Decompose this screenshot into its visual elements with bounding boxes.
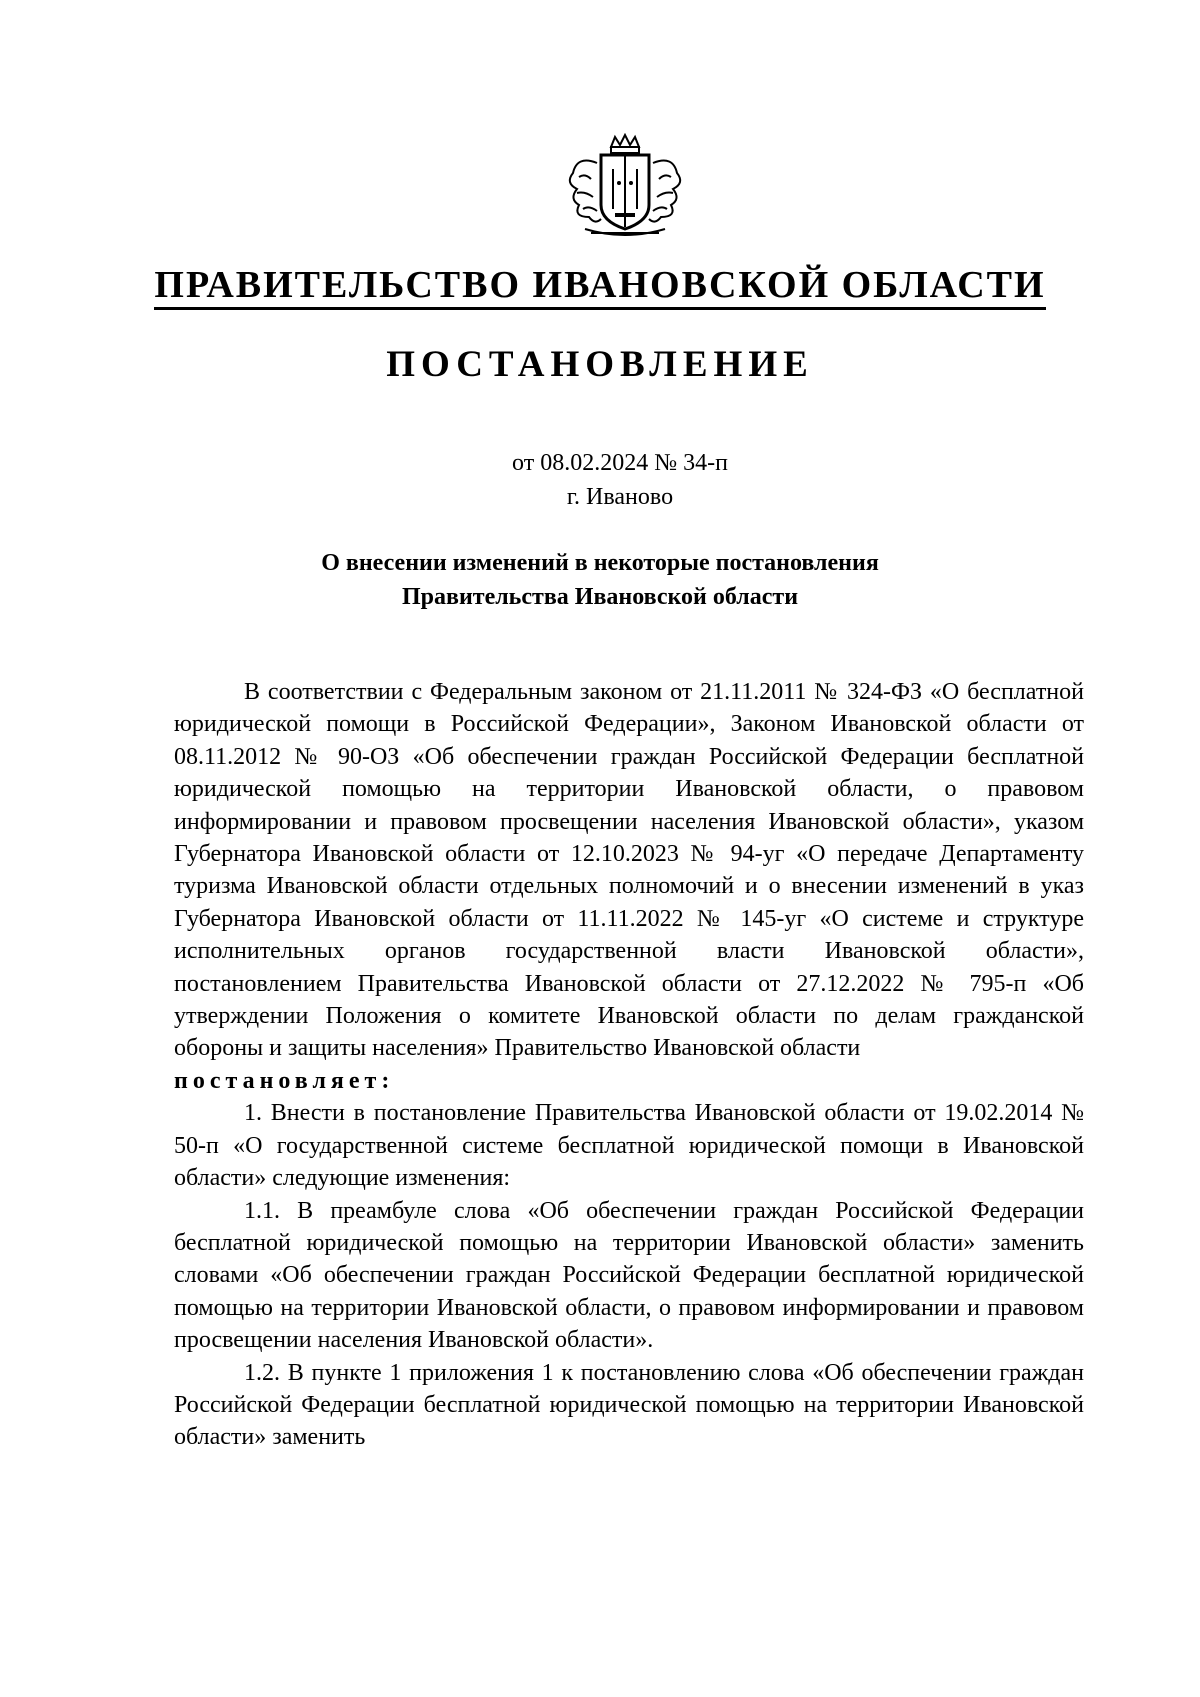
city: г. Иваново <box>566 484 674 510</box>
coat-of-arms-icon <box>555 133 695 241</box>
subject-line-2: Правительства Ивановской области <box>401 584 799 610</box>
item-1-1-paragraph: 1.1. В преамбуле слова «Об обеспечении граждан Российской Федерации бесплатной юридической помощью на территории Ивановской области» заменить словами «Об обеспечении граждан Российской Федерации бесплатной юридической помощью на территории Ивановской области, о правовом информировании и правовом просвещении населения Ивановской области». <box>174 1197 1084 1354</box>
item-1-paragraph: 1. Внести в постановление Правительства Ивановской области от 19.02.2014 № 50-п «О государственной системе бесплатной юридической помощи в Ивановской области» следующие изменения: <box>174 1100 1084 1192</box>
document-subject <box>0 546 1200 614</box>
document-type: ПОСТАНОВЛЕНИЕ <box>386 344 814 385</box>
subject-line-1: О внесении изменений в некоторые постановления <box>321 550 879 576</box>
resolves-line <box>174 1065 1084 1097</box>
date-number: от 08.02.2024 № 34-п <box>512 450 728 476</box>
document-body <box>174 676 1084 1454</box>
item-1-2-paragraph: 1.2. В пункте 1 приложения 1 к постановлению слова «Об обеспечении граждан Российской Федерации бесплатной юридической помощью на территории Ивановской области» заменить <box>174 1359 1084 1451</box>
resolves-word: постановляет: <box>174 1067 395 1094</box>
preamble-paragraph: В соответствии с Федеральным законом от 21.11.2011 № 324-ФЗ «О бесплатной юридической помощи в Российской Федерации», Законом Ивановской области от 08.11.2012 № 90-ОЗ «Об обеспечении граждан Российской Федерации бесплатной юридической помощью на территории Ивановской области, о правовом информировании и правовом просвещении населения Ивановской области», указом Губернатора Ивановской области от 12.10.2023 № 94-уг «О передаче Департаменту туризма Ивановской области отдельных полномочий и о внесении изменений в указ Губернатора Ивановской области от 11.11.2022 № 145-уг «О системе и структуре исполнительных органов государственной власти Ивановской области», постановлением Правительства Ивановской области от 27.12.2022 № 795-п «Об утверждении Положения о комитете Ивановской области по делам гражданской обороны и защиты населения» Правительство Ивановской области <box>174 679 1084 1062</box>
government-title-text: ПРАВИТЕЛЬСТВО ИВАНОВСКОЙ ОБЛАСТИ <box>154 264 1045 310</box>
government-title <box>0 262 1200 308</box>
